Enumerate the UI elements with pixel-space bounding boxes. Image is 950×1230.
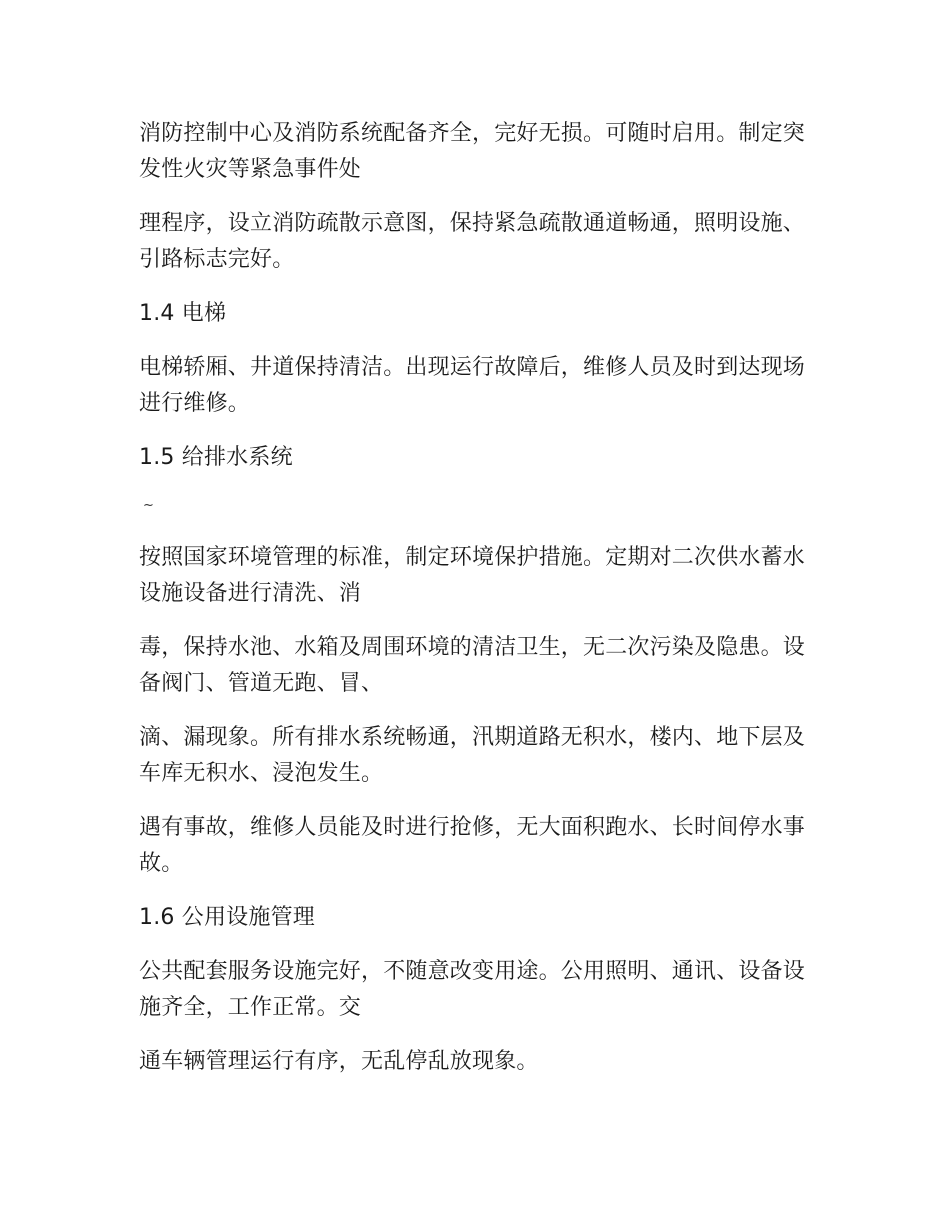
paragraph-traffic: 通车辆管理运行有序，无乱停乱放现象。 <box>139 1049 539 1074</box>
paragraph-water-supply: 按照国家环境管理的标准，制定环境保护措施。定期对二次供水蓄水设施设备进行清洗、消 <box>139 545 806 606</box>
section-heading-elevator: 1.4 电梯 <box>139 301 227 326</box>
section-heading-public-facilities: 1.6 公用设施管理 <box>139 905 315 930</box>
paragraph-disinfection: 毒，保持水池、水箱及周围环境的清洁卫生，无二次污染及隐患。设备阀门、管道无跑、冒、 <box>139 635 806 696</box>
document-body <box>139 116 811 1098</box>
paragraph-drainage: 滴、漏现象。所有排水系统畅通，汛期道路无积水，楼内、地下层及车库无积水、浸泡发生。 <box>139 725 806 786</box>
paragraph-accident-repair: 遇有事故，维修人员能及时进行抢修，无大面积跑水、长时间停水事故。 <box>139 815 806 876</box>
paragraph-fire-control: 消防控制中心及消防系统配备齐全，完好无损。可随时启用。制定突发性火灾等紧急事件处 <box>139 121 806 182</box>
stray-tilde-mark: ~ <box>143 498 155 513</box>
paragraph-elevator: 电梯轿厢、井道保持清洁。出现运行故障后，维修人员及时到达现场进行维修。 <box>139 355 806 416</box>
paragraph-public-facilities: 公共配套服务设施完好，不随意改变用途。公用照明、通讯、设备设施齐全，工作正常。交 <box>139 959 806 1020</box>
paragraph-evacuation: 理程序，设立消防疏散示意图，保持紧急疏散通道畅通，照明设施、引路标志完好。 <box>139 211 806 272</box>
section-heading-water-system: 1.5 给排水系统 <box>139 445 293 470</box>
